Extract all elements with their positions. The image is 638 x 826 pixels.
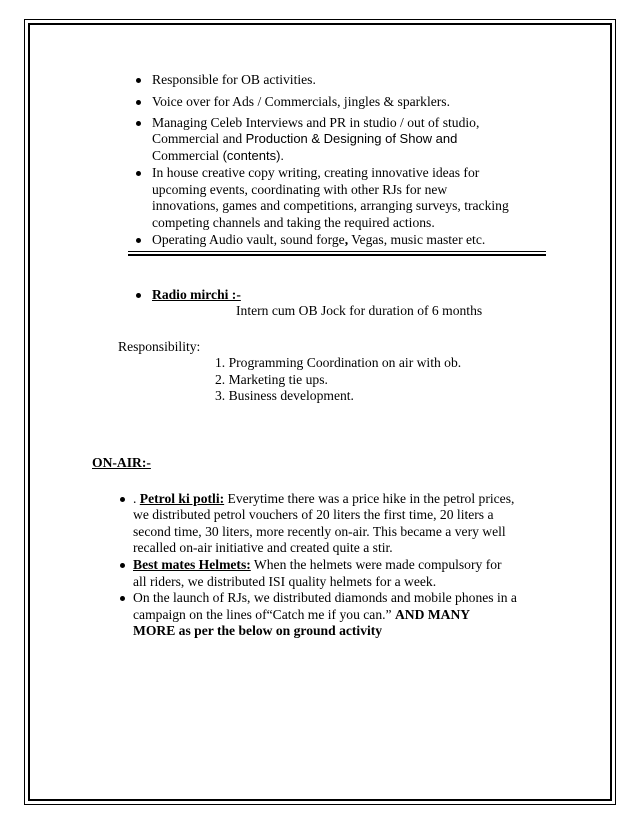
list-item-line: campaign on the lines of“Catch me if you can.” AND MANY <box>133 607 471 622</box>
list-item-line: we distributed petrol vouchers of 20 liters the first time, 20 liters a <box>133 507 494 522</box>
list-item: Responsible for OB activities. <box>152 72 316 87</box>
list-item: On the launch of RJs, we distributed diamonds and mobile phones in a <box>133 590 517 605</box>
list-item: 3. Business development. <box>215 388 354 403</box>
list-item: Operating Audio vault, sound forge, Vegas, music master etc. <box>152 232 486 247</box>
list-item-line: competing channels and taking the required actions. <box>152 215 435 230</box>
bullet-icon <box>120 563 125 568</box>
list-item: In house creative copy writing, creating innovative ideas for <box>152 165 480 180</box>
list-item-line: upcoming events, coordinating with other RJs for new <box>152 182 448 197</box>
list-item-line: second time, 30 liters, more recently on-air. This became a very well <box>133 524 506 539</box>
list-item: . Petrol ki potli: Everytime there was a price hike in the petrol prices, <box>133 491 515 506</box>
bullet-icon <box>136 100 141 105</box>
bullet-icon <box>136 121 141 126</box>
section-heading: ON-AIR:- <box>92 455 151 470</box>
list-item-line: MORE as per the below on ground activity <box>133 623 383 638</box>
list-item-line: all riders, we distributed ISI quality helmets for a week. <box>133 574 437 589</box>
section-divider <box>128 254 546 256</box>
bullet-icon <box>120 596 125 601</box>
list-item-line: innovations, games and competitions, arranging surveys, tracking <box>152 198 509 213</box>
role-subtitle: Intern cum OB Jock for duration of 6 months <box>236 303 483 318</box>
responsibility-label: Responsibility: <box>118 339 201 354</box>
bullet-icon <box>136 171 141 176</box>
list-item: 1. Programming Coordination on air with ob. <box>215 355 462 370</box>
list-item: 2. Marketing tie ups. <box>215 372 328 387</box>
list-item: Best mates Helmets: When the helmets were made compulsory for <box>133 557 502 572</box>
section-heading: Radio mirchi :- <box>152 287 241 302</box>
list-item-line: recalled on-air initiative and created quite a stir. <box>133 540 393 555</box>
list-item-line: Commercial and Production & Designing of Show and <box>152 131 458 146</box>
bullet-icon <box>136 293 141 298</box>
list-item: Managing Celeb Interviews and PR in studio / out of studio, <box>152 115 480 130</box>
list-item: Voice over for Ads / Commercials, jingles & sparklers. <box>152 94 450 109</box>
list-item-line: Commercial (contents). <box>152 148 285 163</box>
section-divider <box>128 251 546 252</box>
bullet-icon <box>120 497 125 502</box>
bullet-icon <box>136 238 141 243</box>
bullet-icon <box>136 78 141 83</box>
